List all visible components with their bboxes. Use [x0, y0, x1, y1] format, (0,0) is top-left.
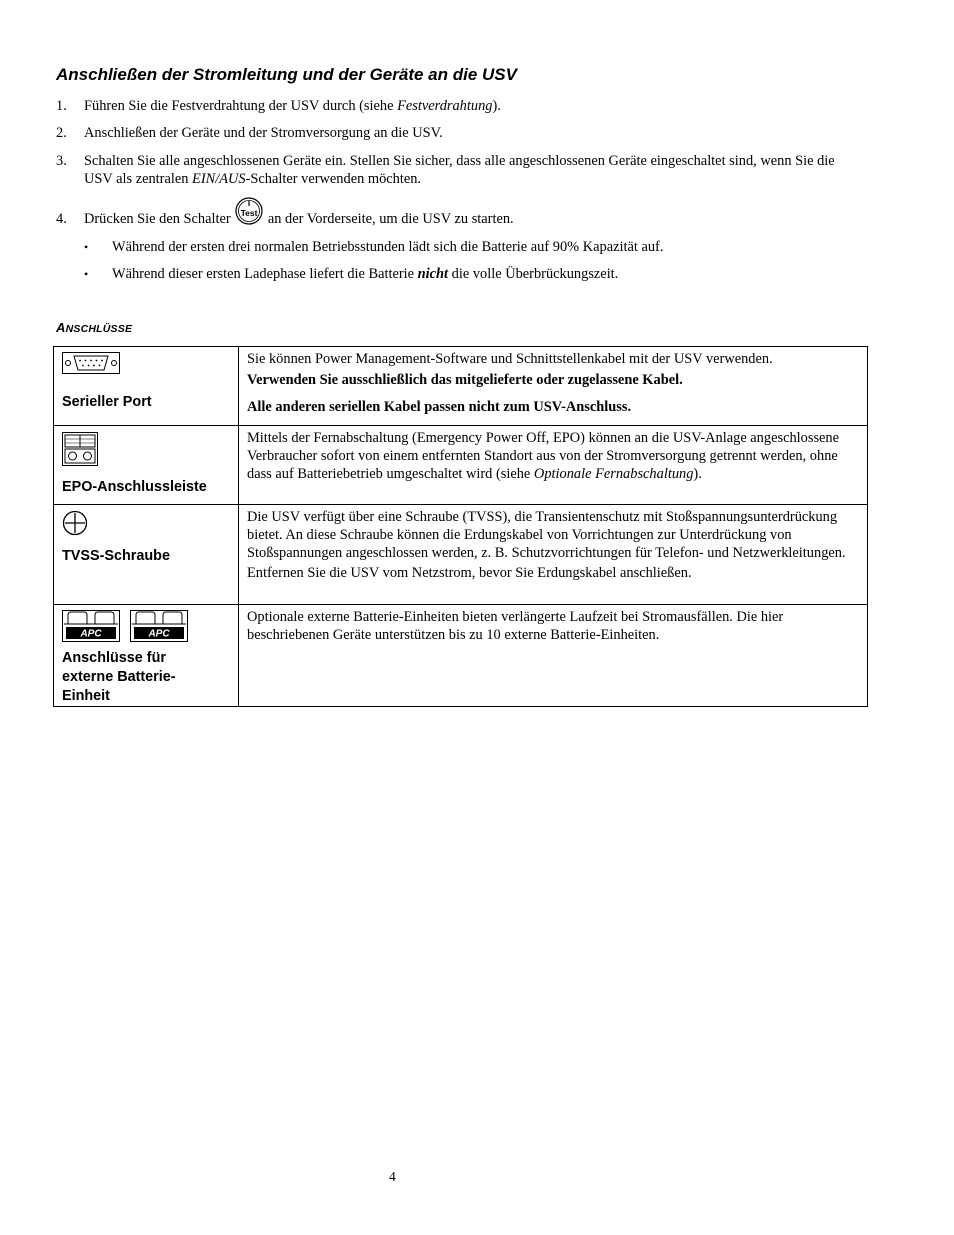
- step-number: 2.: [56, 125, 67, 141]
- bullet-text-part: Während dieser ersten Ladephase liefert die Batterie: [112, 266, 418, 282]
- bullet-emphasis: nicht: [417, 266, 449, 282]
- row-description-cell: [239, 347, 868, 426]
- row-label-cell: [54, 426, 239, 505]
- row-label-cell: [54, 605, 239, 707]
- test-button-icon: [234, 210, 264, 226]
- bullet-icon: •: [84, 267, 89, 281]
- row-reference: Optionale Fernabschaltung: [533, 466, 694, 482]
- row-description-cell: [239, 605, 868, 707]
- row-description: Die USV verfügt über eine Schraube (TVSS), die Transientenschutz mit Stoßspannungsunterdrückung bietet. An diese Schraube können die Erdungskabel von Vorrichtungen zur Unterdrückung von Stoßspannungen angeschlossen werden, z. B. Schutzvorrichtungen für Telefon- und Netzwerkleitungen.: [247, 509, 846, 561]
- table-row: [54, 426, 868, 505]
- epo-terminal-icon: [54, 426, 238, 471]
- page-heading: Anschließen der Stromleitung und der Geräte an die USV: [56, 65, 517, 84]
- step-text: [84, 97, 864, 115]
- step-text-part: Führen Sie die Festverdrahtung der USV durch (siehe: [84, 98, 398, 114]
- step-text-part: ).: [492, 98, 501, 114]
- apc-logo: APC: [148, 628, 170, 640]
- serial-port-icon: [54, 347, 238, 379]
- bullet-icon: •: [84, 240, 89, 254]
- step-text-part: Schalten Sie alle angeschlossenen Geräte ein. Stellen Sie sicher, dass alle angeschlossenen Geräte eingeschaltet sind, wenn Sie die USV als zentralen: [84, 153, 835, 187]
- row-description: Sie können Power Management-Software und Schnittstellenkabel mit der USV verwenden.: [247, 351, 773, 367]
- step-reference-link: Festverdrahtung: [397, 98, 493, 114]
- table-row: [54, 605, 868, 707]
- row-label-cell: [54, 347, 239, 426]
- row-label: Serieller Port: [62, 394, 152, 410]
- step-number: 3.: [56, 153, 67, 169]
- step-number: 4.: [56, 211, 67, 227]
- bullet-text-part: die volle Überbrückungszeit.: [448, 266, 619, 282]
- step-text: Anschließen der Geräte und der Stromversorgung an die USV.: [84, 125, 443, 141]
- table-row: [54, 347, 868, 426]
- row-description: Optionale externe Batterie-Einheiten bieten verlängerte Laufzeit bei Stromausfällen. Die hier beschriebenen Geräte unterstützen bis zu 10 externe Batterie-Einheiten.: [247, 609, 784, 643]
- bullet-text: [112, 265, 618, 283]
- tvss-screw-icon: [54, 505, 238, 541]
- step-text-part: Drücken Sie den Schalter: [84, 211, 235, 227]
- battery-connector-icon: [130, 610, 188, 642]
- row-description-part: Mittels der Fernabschaltung (Emergency Power Off, EPO) können an die USV-Anlage angeschlossene Verbraucher sofort von einem entfernten Standort aus von der Stromversorgung getrennt werden, ohne dass auf Batteriebetrieb umgeschaltet wird (siehe: [247, 430, 840, 482]
- step-text-part: an der Vorderseite, um die USV zu starten.: [264, 211, 514, 227]
- battery-connector-icon: [62, 610, 120, 642]
- row-description-part: ).: [693, 466, 702, 482]
- step-number: 1.: [56, 98, 67, 114]
- row-warning: Verwenden Sie ausschließlich das mitgelieferte oder zugelassene Kabel.: [247, 372, 683, 388]
- test-icon-label: Test: [240, 208, 258, 218]
- page-number: 4: [389, 1169, 396, 1184]
- step-text-part: -Schalter verwenden möchten.: [245, 171, 422, 187]
- step-text: [84, 210, 864, 228]
- section-title-rest: NSCHLÜSSE: [65, 323, 133, 335]
- section-title: [56, 320, 132, 335]
- row-warning: Alle anderen seriellen Kabel passen nicht zum USV-Anschluss.: [247, 399, 632, 415]
- row-description: [247, 429, 859, 483]
- row-description-cell: [239, 426, 868, 505]
- step-emphasis: EIN/AUS: [192, 171, 246, 187]
- row-label: Anschlüsse für externe Batterie-Einheit: [62, 650, 176, 704]
- row-description: Entfernen Sie die USV vom Netzstrom, bevor Sie Erdungskabel anschließen.: [247, 565, 692, 581]
- row-label: TVSS-Schraube: [62, 548, 170, 564]
- row-label-cell: [54, 505, 239, 605]
- row-description-cell: [239, 505, 868, 605]
- section-title-initial: A: [56, 320, 66, 335]
- apc-logo: APC: [80, 628, 102, 640]
- table-row: [54, 505, 868, 605]
- battery-connector-icons: [54, 605, 238, 647]
- step-text: [84, 152, 864, 188]
- row-label: EPO-Anschlussleiste: [62, 479, 207, 495]
- bullet-text: Während der ersten drei normalen Betriebsstunden lädt sich die Batterie auf 90% Kapazität auf.: [112, 239, 664, 255]
- connections-table: [53, 346, 868, 707]
